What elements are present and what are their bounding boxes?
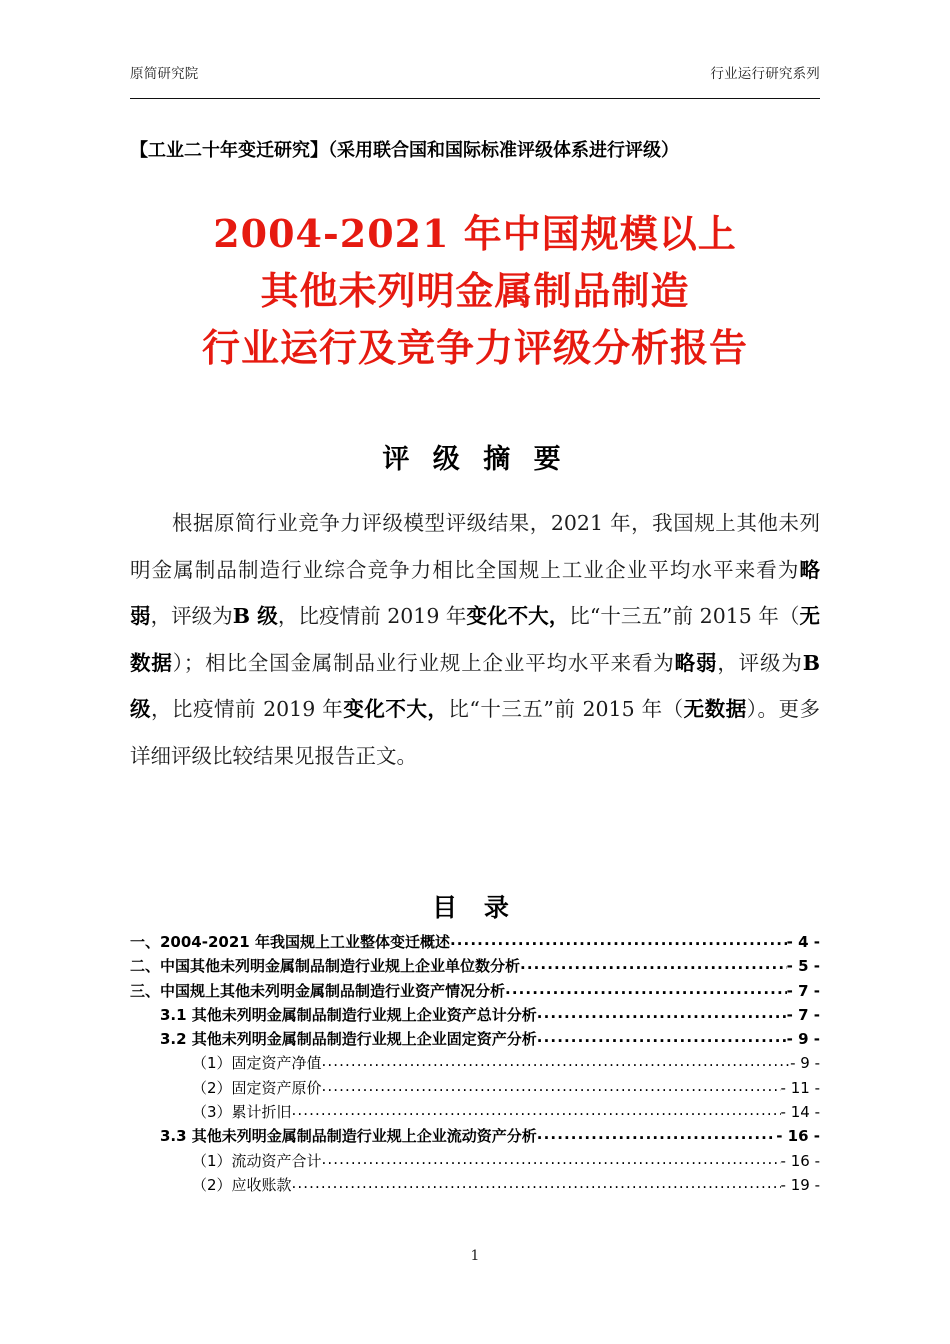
summary-text: 比“十三五”前 2015 年（ bbox=[569, 604, 800, 628]
toc-dot-leader bbox=[537, 1003, 787, 1025]
toc-dot-leader bbox=[520, 954, 787, 976]
header-series: 行业运行研究系列 bbox=[710, 66, 820, 82]
toc-entry-label: 3.1 其他未列明金属制品制造行业规上企业资产总计分析 bbox=[160, 1005, 537, 1024]
toc-entry[interactable] bbox=[130, 1100, 820, 1124]
summary-text: 比“十三五”前 2015 年（ bbox=[448, 697, 684, 721]
summary-emphasis: 无数据 bbox=[130, 604, 821, 675]
toc-entry[interactable] bbox=[130, 979, 820, 1003]
summary-paragraph bbox=[130, 500, 820, 779]
summary-emphasis: 变化不大， bbox=[343, 697, 449, 721]
toc-dot-leader bbox=[322, 1149, 781, 1171]
toc-entry-label: （3）累计折旧 bbox=[192, 1103, 292, 1122]
summary-emphasis: B 级 bbox=[232, 604, 278, 628]
report-title-line-1: 2004-2021 年中国规模以上 bbox=[213, 211, 737, 256]
summary-emphasis: B 级 bbox=[130, 650, 821, 721]
toc-dot-leader bbox=[537, 1124, 776, 1146]
toc-entry-label: 三、中国规上其他未列明金属制品制造行业资产情况分析 bbox=[130, 981, 506, 1000]
toc-dot-leader bbox=[537, 1027, 787, 1049]
toc-entry-label: （2）固定资产原价 bbox=[192, 1078, 322, 1097]
toc-entry[interactable] bbox=[130, 1076, 820, 1100]
toc-entry-page: - 7 - bbox=[786, 1005, 820, 1024]
toc-entry-label: 一、2004-2021 年我国规上工业整体变迁概述 bbox=[130, 933, 450, 951]
toc-entry-page: - 16 - bbox=[776, 1127, 820, 1146]
report-title-line-3: 行业运行及竞争力评级分析报告 bbox=[201, 325, 748, 370]
toc-entry-page: - 9 - bbox=[786, 1030, 820, 1049]
toc-entry-label: 二、中国其他未列明金属制品制造行业规上企业单位数分析 bbox=[130, 957, 521, 976]
toc-entry-page: - 19 - bbox=[780, 1175, 820, 1194]
summary-text: ）；相比全国金属制品业行业规上企业平均水平来看为 bbox=[172, 650, 675, 675]
toc-entry-page: - 7 - bbox=[786, 981, 820, 1000]
toc-dot-leader bbox=[292, 1173, 781, 1195]
summary-emphasis: 略弱 bbox=[674, 650, 718, 675]
summary-text: ）。更多详细评级比较结果见报告正文。 bbox=[130, 697, 821, 768]
running-header bbox=[130, 62, 820, 99]
summary-emphasis: 变化不大， bbox=[466, 604, 570, 628]
toc-dot-leader bbox=[322, 1051, 791, 1073]
toc-entry[interactable] bbox=[130, 954, 820, 978]
report-title bbox=[130, 205, 820, 376]
toc-entry-label: （1）固定资产净值 bbox=[192, 1054, 322, 1073]
summary-emphasis: 略弱 bbox=[130, 557, 820, 628]
toc-entry-page: - 14 - bbox=[780, 1103, 820, 1122]
summary-text: ，评级为 bbox=[150, 604, 233, 628]
summary-text: ，比疫情前 2019 年 bbox=[151, 697, 344, 721]
toc-entry-label: （1）流动资产合计 bbox=[192, 1151, 322, 1170]
toc-entry-page: - 5 - bbox=[786, 957, 820, 976]
toc-entry[interactable] bbox=[130, 1027, 820, 1051]
toc-entry[interactable] bbox=[130, 1003, 820, 1027]
toc-dot-leader bbox=[322, 1076, 781, 1098]
toc-entry[interactable] bbox=[130, 1124, 820, 1148]
report-title-line-2: 其他未列明金属制品制造 bbox=[260, 268, 690, 313]
toc-entry[interactable] bbox=[130, 930, 820, 954]
toc-dot-leader bbox=[505, 979, 787, 1001]
toc-entry-page: - 4 - bbox=[786, 933, 820, 951]
toc-entry-label: 3.3 其他未列明金属制品制造行业规上企业流动资产分析 bbox=[160, 1127, 537, 1146]
summary-heading: 评 级 摘 要 bbox=[382, 444, 568, 475]
toc-entry-page: - 9 - bbox=[790, 1054, 820, 1073]
toc-entry-label: （2）应收账款 bbox=[192, 1175, 292, 1194]
page-footer: 1 bbox=[470, 1248, 480, 1264]
study-series-line: 【工业二十年变迁研究】（采用联合国和国际标准评级体系进行评级） bbox=[130, 140, 679, 161]
summary-text: ，比疫情前 2019 年 bbox=[277, 604, 467, 628]
toc-entry-page: - 11 - bbox=[780, 1078, 820, 1097]
toc-dot-leader bbox=[450, 930, 787, 952]
toc-entry[interactable] bbox=[130, 1051, 820, 1075]
summary-text: 根据原简行业竞争力评级模型评级结果，2021 年，我国规上其他未列明金属制品制造行业综合竞争力相比全国规上工业企业平均水平来看为 bbox=[130, 511, 820, 582]
toc-entry-label: 3.2 其他未列明金属制品制造行业规上企业固定资产分析 bbox=[160, 1030, 537, 1049]
toc-heading: 目 录 bbox=[432, 893, 518, 922]
toc-dot-leader bbox=[292, 1100, 781, 1122]
summary-text: ，评级为 bbox=[717, 650, 803, 675]
toc-entry[interactable] bbox=[130, 1173, 820, 1197]
header-publisher: 原简研究院 bbox=[130, 66, 199, 82]
toc-entry-page: - 16 - bbox=[780, 1151, 820, 1170]
table-of-contents bbox=[130, 930, 820, 1197]
toc-entry[interactable] bbox=[130, 1149, 820, 1173]
summary-emphasis: 无数据 bbox=[683, 697, 747, 721]
